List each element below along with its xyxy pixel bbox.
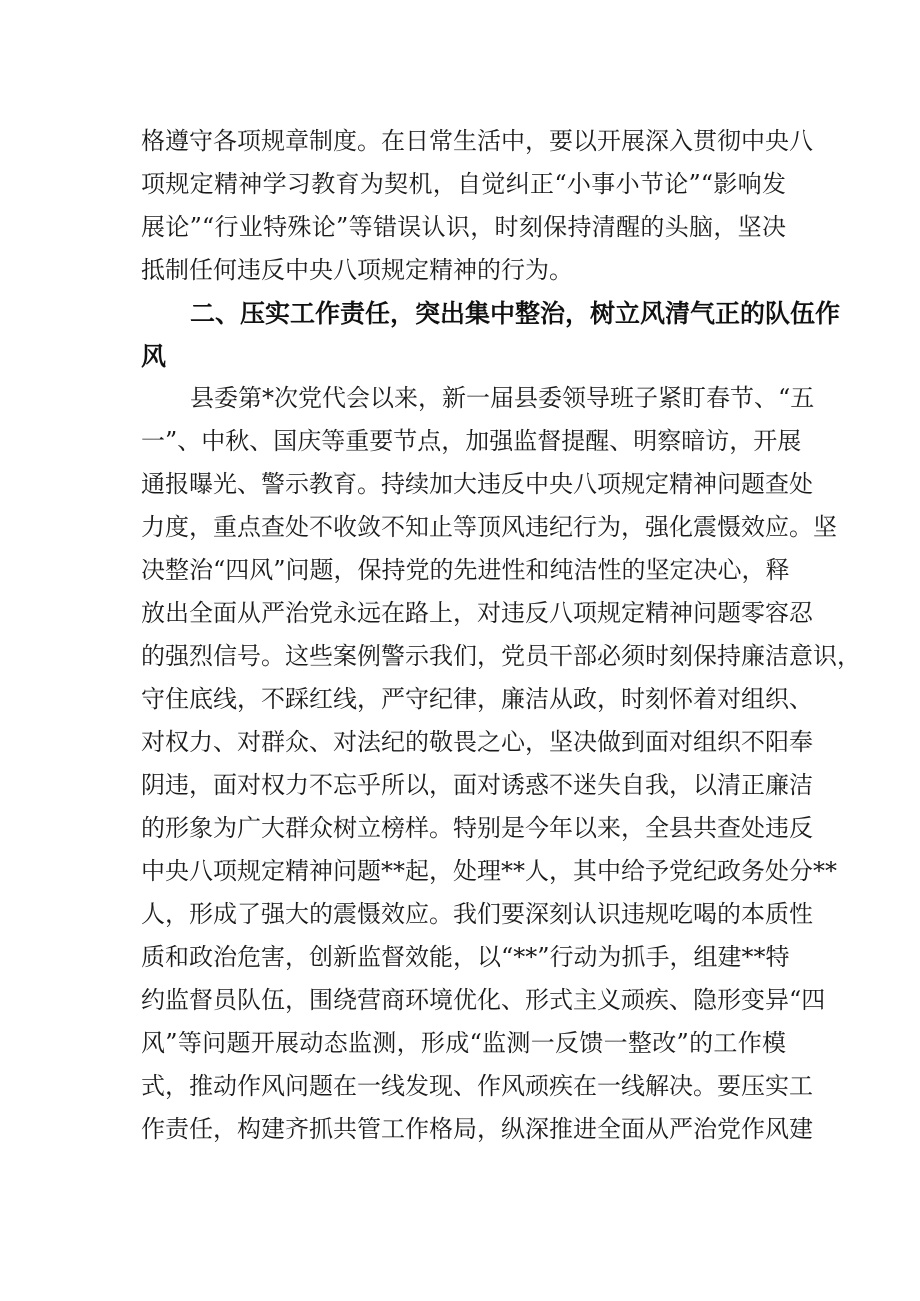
body-text-line: 项规定精神学习教育为契机，自觉纠正“小事小节论”“影响发 <box>141 170 786 198</box>
body-text-line: 县委第*次党代会以来，新一届县委领导班子紧盯春节、“五 <box>190 384 815 412</box>
body-text-line: 约监督员队伍，围绕营商环境优化、形式主义顽疾、隐形变异“四 <box>141 986 826 1014</box>
section-heading: 二、压实工作责任，突出集中整治，树立风清气正的队伍作 <box>190 299 841 328</box>
body-text-line: 质和政治危害，创新监督效能，以“**”行动为抓手，组建**特 <box>141 943 790 971</box>
body-text-line: 的形象为广大群众树立榜样。特别是今年以来，全县共查处违反 <box>141 814 813 842</box>
section-heading-continuation: 风 <box>141 342 167 371</box>
body-text-line: 的强烈信号。这些案例警示我们，党员干部必须时刻保持廉洁意识， <box>141 642 861 670</box>
body-text-line: 展论”“行业特殊论”等错误认识，时刻保持清醒的头脑，坚决 <box>141 213 786 241</box>
body-text-line: 作责任，构建齐抓共管工作格局，纵深推进全面从严治党作风建 <box>141 1115 813 1143</box>
body-text-line: 对权力、对群众、对法纪的敬畏之心，坚决做到面对组织不阳奉 <box>141 728 813 756</box>
body-text-line: 力度，重点查处不收敛不知止等顶风违纪行为，强化震慑效应。坚 <box>141 513 837 541</box>
body-text-line: 中央八项规定精神问题**起，处理**人，其中给予党纪政务处分** <box>141 857 837 885</box>
body-text-line: 抵制任何违反中央八项规定精神的行为。 <box>141 256 573 284</box>
body-text-line: 格遵守各项规章制度。在日常生活中，要以开展深入贯彻中央八 <box>141 127 813 155</box>
body-text-line: 通报曝光、警示教育。持续加大违反中央八项规定精神问题查处 <box>141 470 813 498</box>
body-text-line: 放出全面从严治党永远在路上，对违反八项规定精神问题零容忍 <box>141 599 813 627</box>
body-text-line: 人，形成了强大的震慑效应。我们要深刻认识违规吃喝的本质性 <box>141 900 813 928</box>
body-text-line: 风”等问题开展动态监测，形成“监测一反馈一整改”的工作模 <box>141 1029 786 1057</box>
body-text-line: 守住底线，不踩红线，严守纪律，廉洁从政，时刻怀着对组织、 <box>141 685 813 713</box>
body-text-line: 决整治“四风”问题，保持党的先进性和纯洁性的坚定决心，释 <box>141 556 790 584</box>
body-text-line: 一”、中秋、国庆等重要节点，加强监督提醒、明察暗访，开展 <box>141 427 802 455</box>
body-text-line: 式，推动作风问题在一线发现、作风顽疾在一线解决。要压实工 <box>141 1072 813 1100</box>
body-text-line: 阴违，面对权力不忘乎所以，面对诱惑不迷失自我，以清正廉洁 <box>141 771 813 799</box>
